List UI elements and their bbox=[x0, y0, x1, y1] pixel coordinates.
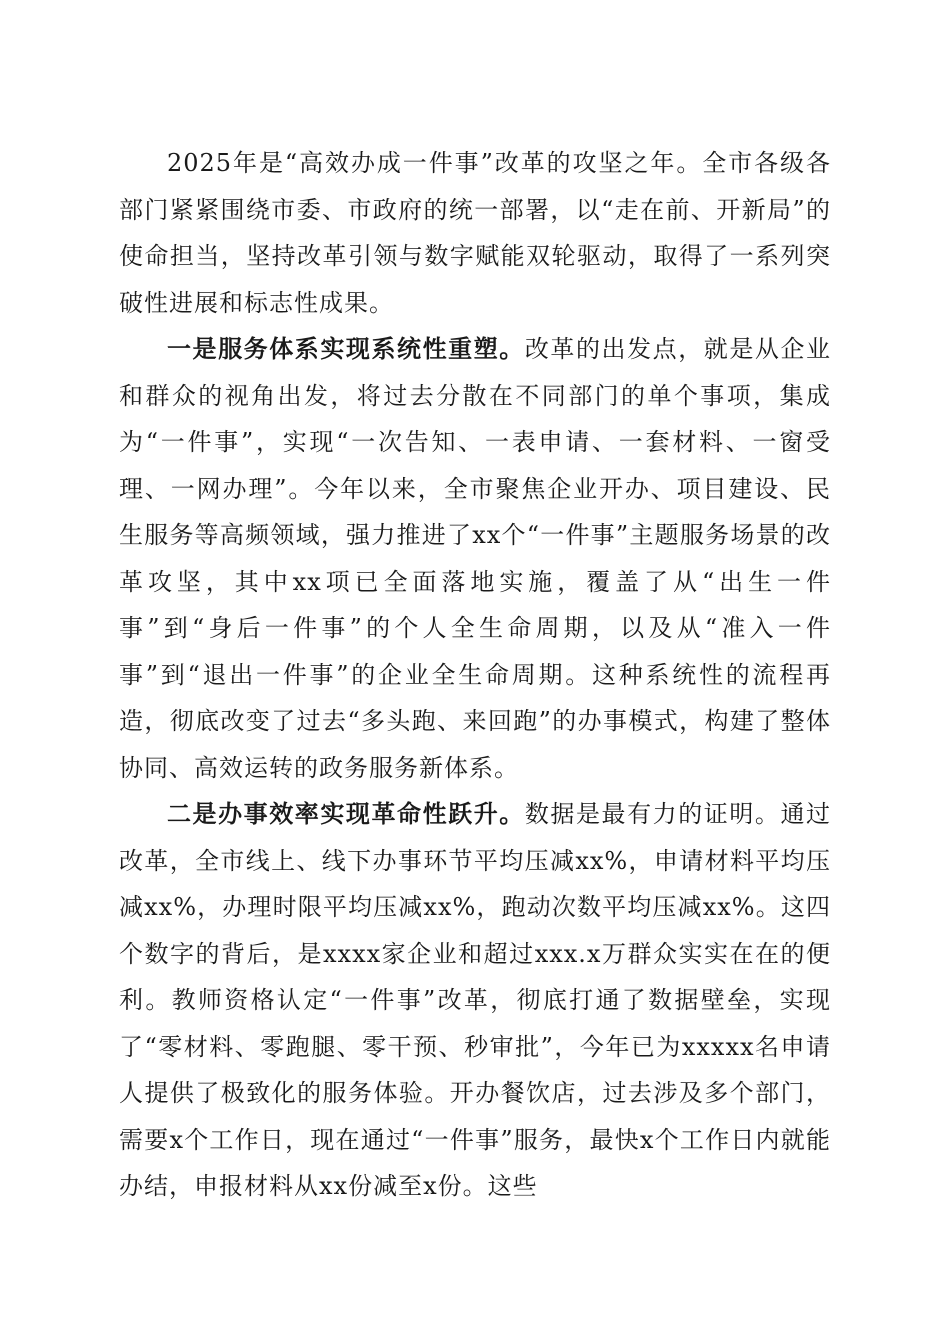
paragraph-text: 改革的出发点，就是从企业和群众的视角出发，将过去分散在不同部门的单个事项，集成为“一件事”，实现“一次告知、一表申请、一套材料、一窗受理、一网办理”。今年以来，全市聚焦企业开办、项目建设、民生服务等高频领域，强力推进了xx个“一件事”主题服务场景的改革攻坚，其中xx项已全面落地实施，覆盖了从“出生一件事”到“身后一件事”的个人全生命周期，以及从“准入一件事”到“退出一件事”的企业全生命周期。这种系统性的流程再造，彻底改变了过去“多头跑、来回跑”的办事模式，构建了整体协同、高效运转的政务服务新体系。 bbox=[119, 335, 832, 782]
paragraph-text: 数据是最有力的证明。通过改革，全市线上、线下办事环节平均压减xx%，申请材料平均压减xx%，办理时限平均压减xx%，跑动次数平均压减xx%。这四个数字的背后，是xxxx家企业和超过xxx.x万群众实实在在的便利。教师资格认定“一件事”改革，彻底打通了数据壁垒，实现了“零材料、零跑腿、零干预、秒审批”，今年已为xxxxx名申请人提供了极致化的服务体验。开办餐饮店，过去涉及多个部门，需要x个工作日，现在通过“一件事”服务，最快x个工作日内就能办结，申报材料从xx份减至x份。这些 bbox=[119, 800, 832, 1200]
paragraph-efficiency bbox=[119, 791, 831, 1210]
paragraph-lead: 一是服务体系实现系统性重塑。 bbox=[167, 334, 525, 363]
paragraph-lead: 二是办事效率实现革命性跃升。 bbox=[167, 799, 525, 828]
document-body bbox=[119, 140, 831, 1210]
paragraph-service-system bbox=[119, 326, 831, 791]
paragraph-text: 2025年是“高效办成一件事”改革的攻坚之年。全市各级各部门紧紧围绕市委、市政府的统一部署，以“走在前、开新局”的使命担当，坚持改革引领与数字赋能双轮驱动，取得了一系列突破性进展和标志性成果。 bbox=[119, 149, 831, 317]
paragraph-intro bbox=[119, 140, 831, 326]
